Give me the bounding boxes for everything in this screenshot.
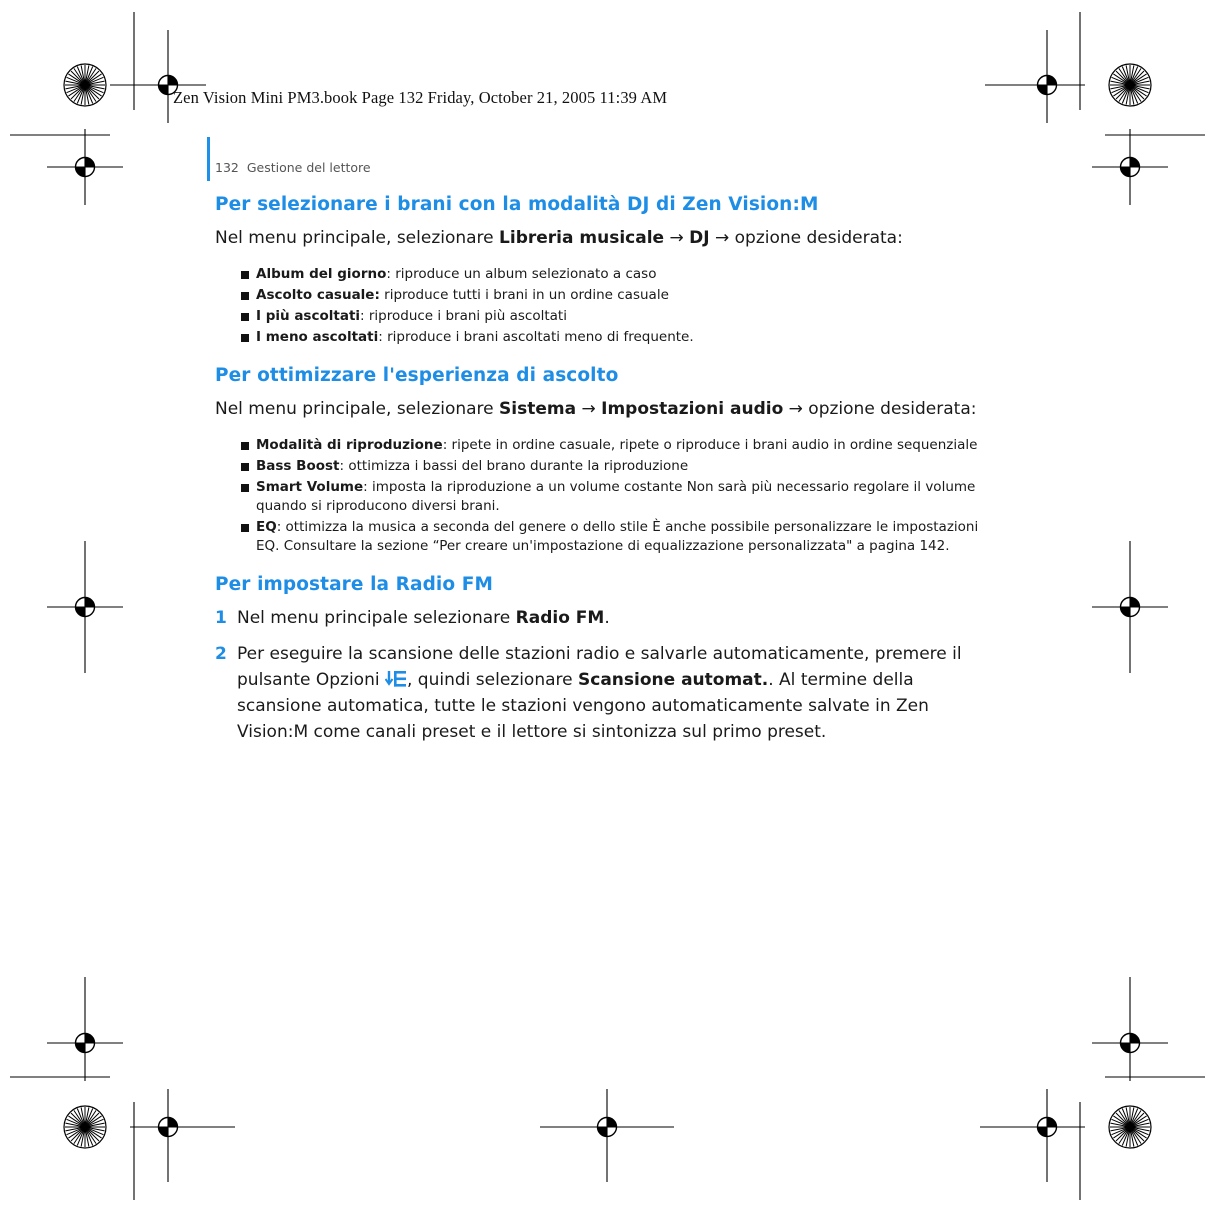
list-item <box>241 436 995 455</box>
option-sep: : <box>276 519 286 535</box>
list-item <box>241 457 995 476</box>
step-text: . Al termine della scansione automatica, tutte le stazioni vengono automaticamente salvate in Zen Vision:M come canali preset e il lettore si sintonizza sul primo preset. <box>237 670 929 742</box>
arrow-icon: → <box>581 399 596 419</box>
option-desc: riproduce i brani ascoltati meno di frequente. <box>387 329 694 345</box>
section-heading-audio: Per ottimizzare l'esperienza di ascolto <box>215 365 619 386</box>
step-text: . <box>604 608 610 628</box>
list-item <box>241 265 995 284</box>
list-item <box>241 478 995 516</box>
page-number: 132 <box>215 160 239 175</box>
page-content <box>215 194 995 755</box>
step-bold: Radio FM <box>515 608 605 628</box>
list-item <box>241 518 995 556</box>
audio-instructions <box>215 396 995 422</box>
list-item <box>241 307 995 326</box>
running-head-rule <box>207 137 210 181</box>
option-sep: : <box>378 329 388 345</box>
arrow-icon: → <box>714 228 730 248</box>
print-slug: Zen Vision Mini PM3.book Page 132 Friday, October 21, 2005 11:39 AM <box>173 88 668 107</box>
step-text: Nel menu principale selezionare <box>237 608 516 628</box>
menu-path-item: Impostazioni audio <box>601 399 784 419</box>
option-term: Smart Volume <box>256 479 364 495</box>
option-desc: imposta la riproduzione a un volume costante Non sarà più necessario regolare il volume quando si riproducono diversi brani. <box>256 479 976 514</box>
arrow-icon: → <box>669 228 684 248</box>
dj-options-list <box>215 265 995 347</box>
section-heading-radio: Per impostare la Radio FM <box>215 574 493 595</box>
option-desc: riproduce i brani più ascoltati <box>368 308 567 324</box>
option-term: Bass Boost <box>256 458 340 474</box>
list-item <box>215 641 995 745</box>
menu-path-item: Sistema <box>499 399 577 419</box>
radio-steps-list <box>215 605 995 745</box>
option-desc: ottimizza la musica a seconda del genere o dello stile È anche possibile personalizzare le impostazioni EQ. Consultare la sezione “Per creare un'impostazione di equalizzazione personalizzata" a pagina 142. <box>256 519 979 554</box>
option-term: Modalità di riproduzione <box>256 437 443 453</box>
option-term: EQ <box>256 519 277 535</box>
option-desc: riproduce tutti i brani in un ordine casuale <box>384 287 669 303</box>
option-sep: : <box>386 266 396 282</box>
options-icon <box>385 670 407 688</box>
step-number: 2 <box>215 644 227 664</box>
lead-text: opzione desiderata: <box>802 399 977 419</box>
audio-options-list <box>215 436 995 556</box>
arrow-icon: → <box>788 399 803 419</box>
step-text: , quindi selezionare <box>407 670 579 690</box>
option-term: Ascolto casuale: <box>256 287 380 303</box>
running-head <box>215 160 371 175</box>
option-sep: : <box>363 479 372 495</box>
option-term: I più ascoltati <box>256 308 361 324</box>
menu-path-item: Libreria musicale <box>499 228 665 248</box>
list-item <box>241 286 995 305</box>
menu-path-item: DJ <box>689 228 710 248</box>
step-bold: Scansione automat. <box>578 670 769 690</box>
list-item <box>215 605 995 631</box>
option-desc: ripete in ordine casuale, ripete o riproduce i brani audio in ordine sequenziale <box>451 437 978 453</box>
section-title: Gestione del lettore <box>246 160 371 175</box>
lead-text: Nel menu principale, selezionare <box>215 228 500 248</box>
option-sep: : <box>442 437 452 453</box>
option-desc: ottimizza i bassi del brano durante la riproduzione <box>348 458 689 474</box>
option-sep: : <box>339 458 349 474</box>
option-term: Album del giorno <box>256 266 387 282</box>
dj-instructions <box>215 225 995 251</box>
lead-text: Nel menu principale, selezionare <box>215 399 500 419</box>
lead-text: opzione desiderata: <box>729 228 903 248</box>
step-number: 1 <box>215 608 227 628</box>
list-item <box>241 328 995 347</box>
option-desc: riproduce un album selezionato a caso <box>395 266 657 282</box>
section-heading-dj: Per selezionare i brani con la modalità DJ di Zen Vision:M <box>215 194 819 215</box>
option-term: I meno ascoltati <box>256 329 379 345</box>
option-sep: : <box>360 308 369 324</box>
step-text: Per eseguire la scansione delle stazioni radio e salvarle automaticamente, premere il pulsante Opzioni <box>237 644 962 690</box>
